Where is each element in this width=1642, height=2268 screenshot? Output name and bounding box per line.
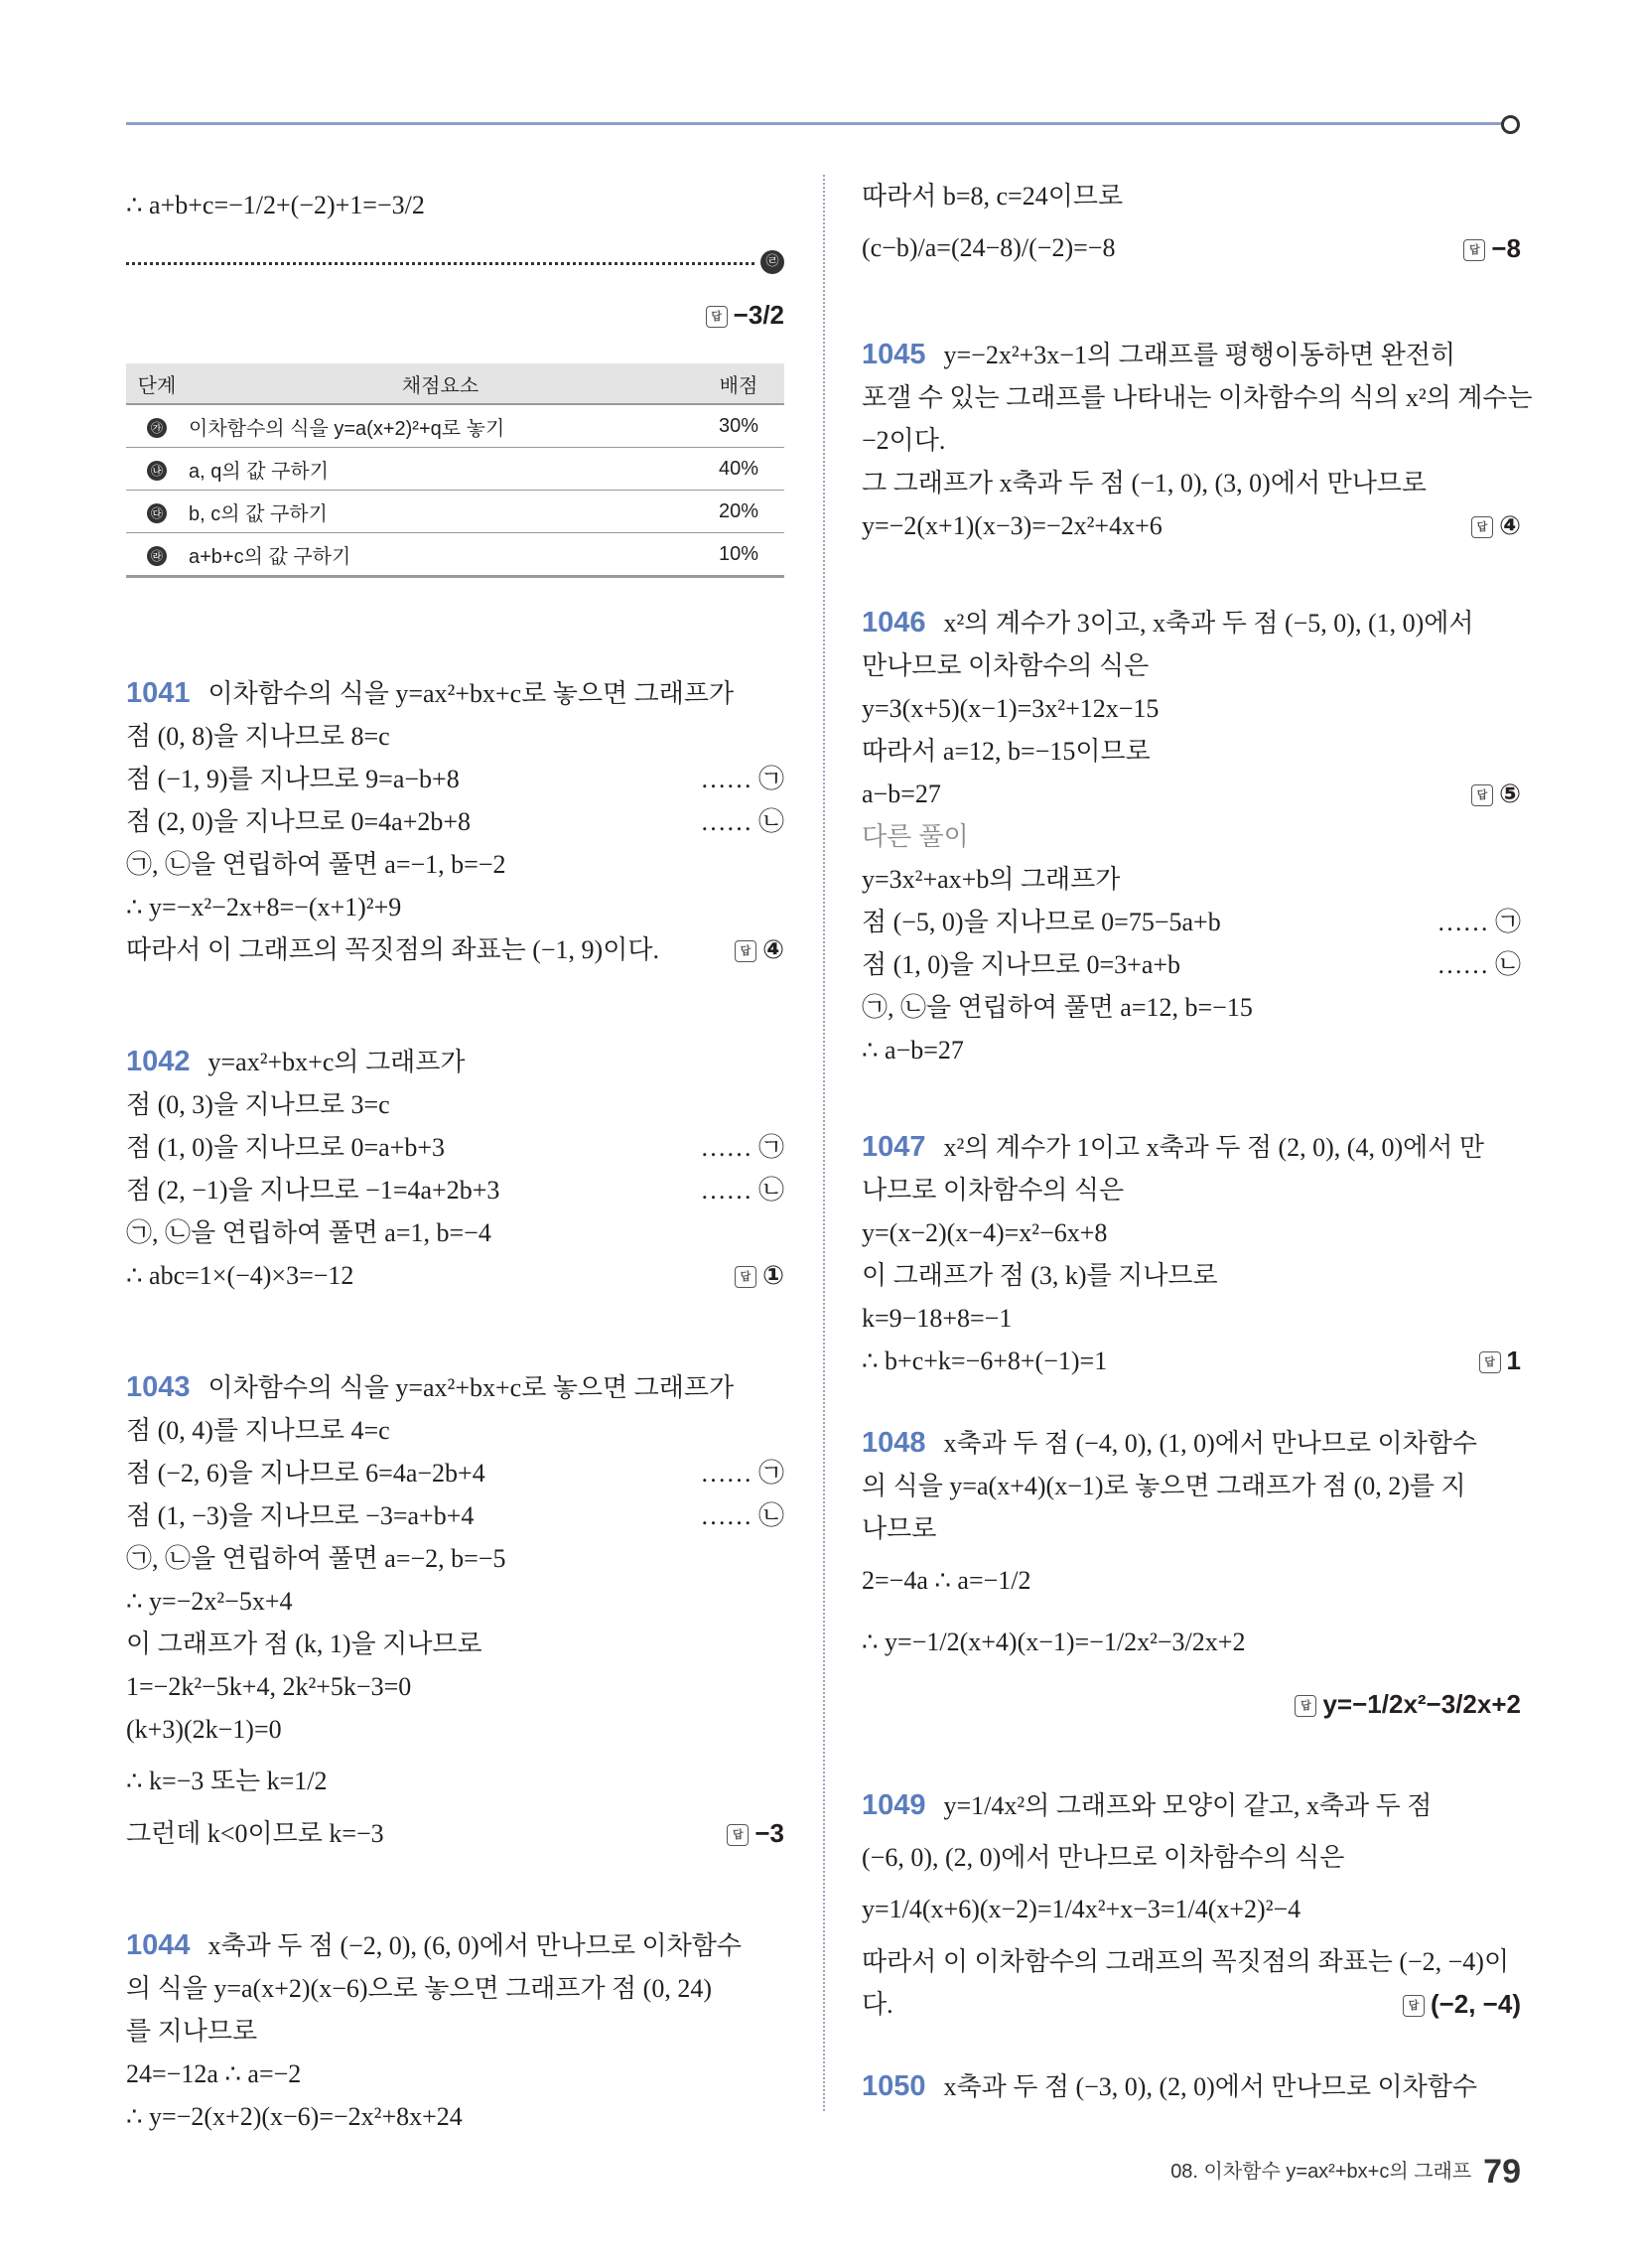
- step-mark-icon: ㉯: [147, 461, 167, 481]
- table-cell: 10%: [693, 533, 784, 577]
- solution-line: x²의 계수가 3이고, x축과 두 점 (−5, 0), (1, 0)에서: [943, 609, 1474, 638]
- answer-mark-icon: 답: [706, 306, 728, 328]
- problem-1044: [126, 1924, 784, 2138]
- problem-number: 1049: [862, 1789, 926, 1821]
- solution-line: (k+3)(2k−1)=0: [126, 1715, 282, 1744]
- step-mark-icon: ㉰: [147, 503, 167, 523]
- answer-text: −8: [1491, 233, 1521, 263]
- solution-line: y=1/4x²의 그래프와 모양이 같고, x축과 두 점: [943, 1791, 1433, 1820]
- equation-marker: …… ㉠: [700, 1133, 784, 1162]
- problem-number: 1043: [126, 1371, 191, 1403]
- solution-line: y=1/4(x+6)(x−2)=1/4x²+x−3=1/4(x+2)²−4: [862, 1895, 1301, 1923]
- solution-line: y=ax²+bx+c의 그래프가: [207, 1048, 466, 1076]
- solution-line: ㉠, ㉡을 연립하여 풀면 a=1, b=−4: [126, 1218, 491, 1247]
- problem-1046: [862, 602, 1521, 1071]
- solution-line: 다.: [862, 1990, 893, 2019]
- solution-line: x축과 두 점 (−4, 0), (1, 0)에서 만나므로 이차함수: [943, 1429, 1477, 1458]
- table-row: [126, 533, 784, 577]
- solution-line: 점 (−1, 9)를 지나므로 9=a−b+8: [126, 765, 460, 793]
- answer-text: ①: [761, 1260, 784, 1290]
- equation-marker: …… ㉡: [700, 807, 784, 836]
- solution-line: ∴ y=−2(x+2)(x−6)=−2x²+8x+24: [126, 2102, 463, 2131]
- solution-line: y=3x²+ax+b의 그래프가: [862, 865, 1121, 894]
- solution-line: 의 식을 y=a(x+2)(x−6)으로 놓으면 그래프가 점 (0, 24): [126, 1974, 712, 2003]
- step-mark-icon: ㉱: [147, 546, 167, 566]
- solution-line: 점 (0, 8)을 지나므로 8=c: [126, 722, 390, 751]
- answer-line: [126, 284, 784, 346]
- table-cell: 30%: [693, 404, 784, 448]
- solution-line: ∴ y=−2x²−5x+4: [126, 1587, 293, 1616]
- solution-line: 의 식을 y=a(x+4)(x−1)로 놓으면 그래프가 점 (0, 2)를 지: [862, 1472, 1466, 1500]
- table-cell: 40%: [693, 448, 784, 491]
- solution-line: 나므로: [862, 1514, 937, 1543]
- solution-line: 이 그래프가 점 (k, 1)을 지나므로: [126, 1630, 482, 1658]
- problem-number: 1044: [126, 1929, 191, 1961]
- solution-line: 점 (2, −1)을 지나므로 −1=4a+2b+3: [126, 1176, 500, 1205]
- solution-line: 점 (1, −3)을 지나므로 −3=a+b+4: [126, 1501, 475, 1530]
- equation-marker: …… ㉡: [1437, 950, 1521, 979]
- solution-line: 점 (−2, 6)을 지나므로 6=4a−2b+4: [126, 1459, 485, 1488]
- step-mark-icon: ㉣: [760, 250, 784, 274]
- answer-mark-icon: 답: [735, 940, 756, 962]
- problem-number: 1048: [862, 1427, 926, 1459]
- solution-line: a−b=27: [862, 780, 941, 808]
- solution-line: y=(x−2)(x−4)=x²−6x+8: [862, 1218, 1108, 1247]
- answer-mark-icon: 답: [1471, 516, 1493, 538]
- equation-marker: …… ㉡: [700, 1501, 784, 1530]
- solution-line: ∴ abc=1×(−4)×3=−12: [126, 1261, 354, 1290]
- problem-1042: [126, 1041, 784, 1297]
- solution-line: ∴ k=−3 또는 k=1/2: [126, 1767, 328, 1795]
- answer-value: [1403, 1983, 1521, 2026]
- page-number: 79: [1483, 2153, 1521, 2191]
- solution-line: 나므로 이차함수의 식은: [862, 1176, 1125, 1205]
- solution-line: 점 (0, 3)을 지나므로 3=c: [126, 1090, 390, 1119]
- equation-marker: …… ㉠: [700, 1459, 784, 1488]
- answer-mark-icon: 답: [1403, 1995, 1425, 2017]
- answer-value: [735, 928, 784, 971]
- top-rule: [126, 122, 1508, 125]
- problem-number: 1042: [126, 1046, 191, 1077]
- solution-line: y=3(x+5)(x−1)=3x²+12x−15: [862, 694, 1160, 723]
- table-cell: 이차함수의 식을 y=a(x+2)²+q로 놓기: [188, 404, 693, 448]
- chapter-title: 08. 이차함수 y=ax²+bx+c의 그래프: [1170, 2160, 1472, 2183]
- equation-marker: …… ㉡: [700, 1176, 784, 1205]
- answer-text: y=−1/2x²−3/2x+2: [1322, 1689, 1521, 1719]
- solution-line: 그 그래프가 x축과 두 점 (−1, 0), (3, 0)에서 만나므로: [862, 469, 1428, 497]
- solution-line: 점 (2, 0)을 지나므로 0=4a+2b+8: [126, 807, 472, 836]
- table-header: 단계: [126, 363, 188, 404]
- column-separator: [823, 175, 825, 2111]
- solution-line: ㉠, ㉡을 연립하여 풀면 a=−1, b=−2: [126, 850, 506, 879]
- scoring-table: [126, 363, 784, 578]
- solution-line: k=9−18+8=−1: [862, 1304, 1013, 1333]
- table-header: 배점: [693, 363, 784, 404]
- answer-text: ④: [1498, 510, 1521, 540]
- solution-line: 24=−12a ∴ a=−2: [126, 2059, 302, 2088]
- solution-line: 따라서 a=12, b=−15이므로: [862, 737, 1151, 766]
- solution-line: 포갤 수 있는 그래프를 나타내는 이차함수의 식의 x²의 계수는: [862, 383, 1533, 412]
- table-row: [126, 448, 784, 491]
- table-cell: a+b+c의 값 구하기: [188, 533, 693, 577]
- answer-mark-icon: 답: [1471, 784, 1493, 806]
- problem-number: 1041: [126, 677, 191, 709]
- answer-text: −3: [754, 1818, 784, 1848]
- answer-value: [727, 1812, 784, 1855]
- problem-number: 1045: [862, 339, 926, 370]
- answer-value: [1479, 1340, 1521, 1382]
- problem-1045: [862, 334, 1533, 547]
- solution-line: 1=−2k²−5k+4, 2k²+5k−3=0: [126, 1672, 412, 1701]
- left-column: [126, 175, 784, 2138]
- answer-mark-icon: 답: [1463, 239, 1485, 261]
- solution-line: 점 (0, 4)를 지나므로 4=c: [126, 1416, 390, 1445]
- answer-mark-icon: 답: [727, 1824, 749, 1846]
- solution-line: 따라서 이 이차함수의 그래프의 꼭짓점의 좌표는 (−2, −4)이: [862, 1947, 1510, 1976]
- answer-value: [1295, 1673, 1521, 1735]
- answer-text: −3/2: [733, 300, 784, 330]
- solution-line: (−6, 0), (2, 0)에서 만나므로 이차함수의 식은: [862, 1843, 1345, 1872]
- table-header-row: [126, 363, 784, 404]
- answer-value: [706, 284, 784, 346]
- solution-line: 그런데 k<0이므로 k=−3: [126, 1819, 384, 1848]
- solution-line: ∴ y=−x²−2x+8=−(x+1)²+9: [126, 893, 402, 921]
- solution-line: 점 (1, 0)을 지나므로 0=3+a+b: [862, 950, 1181, 979]
- solution-line: ∴ a−b=27: [862, 1036, 964, 1064]
- table-row: [126, 491, 784, 533]
- problem-number: 1046: [862, 607, 926, 638]
- table-cell: 20%: [693, 491, 784, 533]
- solution-line: x²의 계수가 1이고 x축과 두 점 (2, 0), (4, 0)에서 만: [943, 1133, 1484, 1162]
- continued-solution: [862, 175, 1521, 279]
- answer-text: (−2, −4): [1430, 1989, 1521, 2019]
- solution-line: 이 그래프가 점 (3, k)를 지나므로: [862, 1261, 1218, 1290]
- solution-line: 따라서 b=8, c=24이므로: [862, 182, 1124, 211]
- step-mark-icon: ㉮: [147, 418, 167, 438]
- answer-value: [1471, 504, 1521, 547]
- top-result: [126, 175, 784, 236]
- solution-line: 만나므로 이차함수의 식은: [862, 651, 1150, 680]
- equation-marker: …… ㉠: [700, 765, 784, 793]
- solution-line: 이차함수의 식을 y=ax²+bx+c로 놓으면 그래프가: [207, 1373, 735, 1402]
- table-cell: b, c의 값 구하기: [188, 491, 693, 533]
- equation-marker: …… ㉠: [1437, 908, 1521, 936]
- solution-line: ∴ y=−1/2(x+4)(x−1)=−1/2x²−3/2x+2: [862, 1628, 1246, 1656]
- table-header: 채점요소: [188, 363, 693, 404]
- answer-value: [1463, 217, 1521, 279]
- solution-line: 점 (1, 0)을 지나므로 0=a+b+3: [126, 1133, 446, 1162]
- answer-text: ④: [761, 934, 784, 964]
- problem-1043: [126, 1366, 784, 1855]
- problem-number: 1050: [862, 2070, 926, 2102]
- solution-line: 따라서 이 그래프의 꼭짓점의 좌표는 (−1, 9)이다.: [126, 935, 659, 964]
- problem-1048: [862, 1422, 1521, 1735]
- problem-1050: [862, 2065, 1521, 2108]
- table-row: [126, 404, 784, 448]
- dotted-divider: [126, 262, 754, 265]
- alternative-solution-label: 다른 풀이: [862, 821, 969, 851]
- solution-line: ㉠, ㉡을 연립하여 풀면 a=−2, b=−5: [126, 1544, 506, 1573]
- answer-mark-icon: 답: [1295, 1695, 1316, 1717]
- solution-line: ∴ b+c+k=−6+8+(−1)=1: [862, 1347, 1108, 1375]
- step-divider: [126, 244, 784, 284]
- top-result-text: ∴ a+b+c=−1/2+(−2)+1=−3/2: [126, 191, 425, 219]
- solution-line: y=−2x²+3x−1의 그래프를 평행이동하면 완전히: [943, 341, 1456, 369]
- solution-line: x축과 두 점 (−3, 0), (2, 0)에서 만나므로 이차함수: [943, 2072, 1477, 2101]
- solution-line: ㉠, ㉡을 연립하여 풀면 a=12, b=−15: [862, 993, 1253, 1022]
- answer-mark-icon: 답: [1479, 1351, 1501, 1373]
- problem-1041: [126, 672, 784, 971]
- answer-text: 1: [1506, 1346, 1521, 1375]
- solution-line: −2이다.: [862, 426, 946, 455]
- answer-mark-icon: 답: [735, 1266, 756, 1288]
- problem-number: 1047: [862, 1131, 926, 1163]
- answer-value: [1471, 773, 1521, 815]
- solution-line: 이차함수의 식을 y=ax²+bx+c로 놓으면 그래프가: [207, 679, 735, 708]
- table-cell: a, q의 값 구하기: [188, 448, 693, 491]
- problem-1047: [862, 1126, 1521, 1382]
- problem-1049: [862, 1774, 1521, 2026]
- solution-line: 점 (−5, 0)을 지나므로 0=75−5a+b: [862, 908, 1221, 936]
- solution-line: x축과 두 점 (−2, 0), (6, 0)에서 만나므로 이차함수: [207, 1931, 742, 1960]
- solution-line: 2=−4a ∴ a=−1/2: [862, 1566, 1031, 1595]
- top-rule-end-dot: [1501, 115, 1520, 134]
- solution-line: y=−2(x+1)(x−3)=−2x²+4x+6: [862, 511, 1163, 540]
- answer-value: [735, 1254, 784, 1297]
- answer-text: ⑤: [1498, 779, 1521, 808]
- right-column: [862, 175, 1533, 2108]
- solution-line: 를 지나므로: [126, 2017, 258, 2046]
- solution-line: (c−b)/a=(24−8)/(−2)=−8: [862, 233, 1116, 262]
- page-footer: [1170, 2153, 1521, 2192]
